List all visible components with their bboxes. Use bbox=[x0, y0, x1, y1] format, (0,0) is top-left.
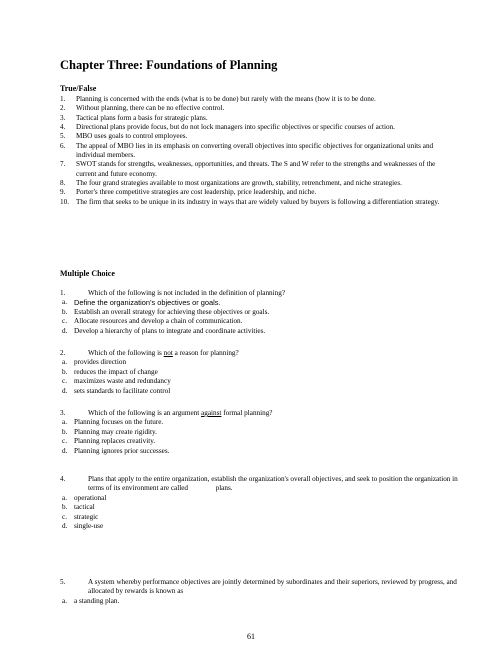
item-text: Porter's three competitive strategies are cost leadership, price leadership, and niche. bbox=[76, 188, 317, 197]
item-number: 10. bbox=[60, 197, 69, 206]
question-text: A system whereby performance objectives are jointly determined by subordinates and their superiors, reviewed by progress, and allocated by rewards is known as bbox=[88, 578, 457, 596]
answer-option bbox=[60, 368, 460, 377]
option-text: operational bbox=[74, 493, 107, 502]
answer-option bbox=[60, 597, 460, 606]
item-text: The four grand strategies available to most organizations are growth, stability, retrenchment, and niche strategies. bbox=[76, 179, 402, 188]
item-number: 7. bbox=[60, 160, 66, 169]
underlined-word: not bbox=[163, 349, 173, 357]
option-text: maximizes waste and redundancy bbox=[74, 377, 171, 386]
option-letter: d. bbox=[62, 446, 68, 455]
option-text: reduces the impact of change bbox=[74, 367, 158, 376]
answer-option bbox=[60, 308, 460, 317]
option-text: a standing plan. bbox=[74, 596, 120, 605]
answer-option bbox=[60, 503, 460, 512]
option-letter: a. bbox=[62, 358, 67, 367]
question-number: 4. bbox=[60, 475, 66, 483]
question-1 bbox=[60, 289, 460, 336]
list-item bbox=[60, 132, 450, 141]
true-false-list bbox=[60, 95, 450, 207]
list-item bbox=[60, 104, 450, 113]
list-item bbox=[60, 179, 450, 188]
list-item bbox=[60, 114, 450, 123]
option-text: strategic bbox=[74, 512, 99, 521]
question-text: Plans that apply to the entire organization, establish the organization's overall objectives, and seek to position the organization in terms of its environment are called plans. bbox=[88, 475, 458, 493]
item-text: The firm that seeks to be unique in its industry in ways that are widely valued by buyers is following a differentiation strategy. bbox=[76, 197, 440, 206]
option-letter: d. bbox=[62, 522, 68, 531]
answer-option bbox=[60, 522, 460, 531]
option-letter: c. bbox=[62, 377, 67, 386]
list-item bbox=[60, 198, 450, 207]
answer-option bbox=[60, 437, 460, 446]
answer-option bbox=[60, 447, 460, 456]
option-text: Establish an overall strategy for achieving these objectives or goals. bbox=[74, 307, 270, 316]
item-text: SWOT stands for strengths, weaknesses, opportunities, and threats. The S and W refer to the strengths and weaknesses of the current and future economy. bbox=[76, 160, 436, 178]
multiple-choice-heading: Multiple Choice bbox=[60, 269, 115, 278]
chapter-title: Chapter Three: Foundations of Planning bbox=[60, 58, 278, 72]
item-text: Tactical plans form a basis for strategic plans. bbox=[76, 113, 208, 122]
list-item bbox=[60, 160, 450, 179]
item-number: 2. bbox=[60, 104, 66, 113]
item-number: 3. bbox=[60, 113, 66, 122]
item-number: 4. bbox=[60, 123, 66, 132]
question-text: Which of the following is an argument against formal planning? bbox=[88, 409, 273, 417]
answer-option bbox=[60, 428, 460, 437]
option-text: Planning replaces creativity. bbox=[74, 437, 156, 446]
option-text: Planning may create rigidity. bbox=[74, 427, 157, 436]
question-text: Which of the following is not a reason for planning? bbox=[88, 349, 239, 357]
option-text: single-use bbox=[74, 522, 104, 531]
option-letter: a. bbox=[62, 596, 67, 605]
item-text: Without planning, there can be no effective control. bbox=[76, 104, 225, 113]
answer-option bbox=[60, 494, 460, 503]
option-letter: b. bbox=[62, 307, 68, 316]
question-number: 1. bbox=[60, 289, 66, 297]
list-item bbox=[60, 95, 450, 104]
question-3 bbox=[60, 409, 460, 456]
answer-option bbox=[60, 327, 460, 336]
question-number: 5. bbox=[60, 578, 66, 586]
item-number: 5. bbox=[60, 132, 66, 141]
option-text: sets standards to facilitate control bbox=[74, 386, 171, 395]
answer-option bbox=[60, 513, 460, 522]
item-number: 9. bbox=[60, 188, 66, 197]
option-letter: d. bbox=[62, 386, 68, 395]
question-4 bbox=[60, 475, 460, 531]
page-number: 61 bbox=[247, 632, 255, 641]
item-text: The appeal of MBO lies in its emphasis on converting overall objectives into specific objectives for organizational units and individual members. bbox=[76, 141, 434, 160]
answer-option bbox=[60, 317, 460, 326]
answer-option bbox=[60, 358, 460, 367]
option-letter: a. bbox=[62, 418, 67, 427]
answer-option bbox=[60, 418, 460, 427]
option-text: Develop a hierarchy of plans to integrate and coordinate activities. bbox=[74, 326, 266, 335]
option-letter: b. bbox=[62, 367, 68, 376]
list-item bbox=[60, 123, 450, 132]
question-5 bbox=[60, 578, 460, 606]
option-text: Planning focuses on the future. bbox=[74, 418, 164, 427]
item-number: 6. bbox=[60, 141, 66, 150]
option-letter: d. bbox=[62, 326, 68, 335]
option-text: tactical bbox=[74, 503, 95, 512]
answer-option bbox=[60, 298, 460, 307]
option-letter: b. bbox=[62, 427, 68, 436]
question-text: Which of the following is not included in the definition of planning? bbox=[88, 289, 286, 297]
option-letter: a. bbox=[62, 493, 67, 502]
answer-option bbox=[60, 377, 460, 386]
option-letter: c. bbox=[62, 512, 67, 521]
option-text: Allocate resources and develop a chain of communication. bbox=[74, 317, 243, 326]
option-letter: c. bbox=[62, 437, 67, 446]
underlined-word: against bbox=[201, 409, 222, 417]
item-text: Planning is concerned with the ends (what is to be done) but rarely with the means (how it is to be done. bbox=[76, 95, 376, 103]
answer-option bbox=[60, 387, 460, 396]
item-number: 8. bbox=[60, 179, 66, 188]
option-letter: c. bbox=[62, 317, 67, 326]
question-2 bbox=[60, 349, 460, 396]
list-item bbox=[60, 188, 450, 197]
item-text: Directional plans provide focus, but do not lock managers into specific objectives or specific courses of action. bbox=[76, 123, 395, 132]
question-number: 3. bbox=[60, 409, 66, 417]
option-letter: b. bbox=[62, 503, 68, 512]
list-item bbox=[60, 142, 450, 161]
option-letter: a. bbox=[62, 298, 67, 307]
item-number: 1. bbox=[60, 95, 66, 103]
item-text: MBO uses goals to control employees. bbox=[76, 132, 188, 141]
true-false-heading: True/False bbox=[60, 84, 97, 93]
option-text: provides direction bbox=[74, 358, 127, 367]
question-number: 2. bbox=[60, 349, 66, 357]
option-text: Define the organization’s objectives or goals. bbox=[74, 298, 221, 308]
option-text: Planning ignores prior successes. bbox=[74, 446, 170, 455]
